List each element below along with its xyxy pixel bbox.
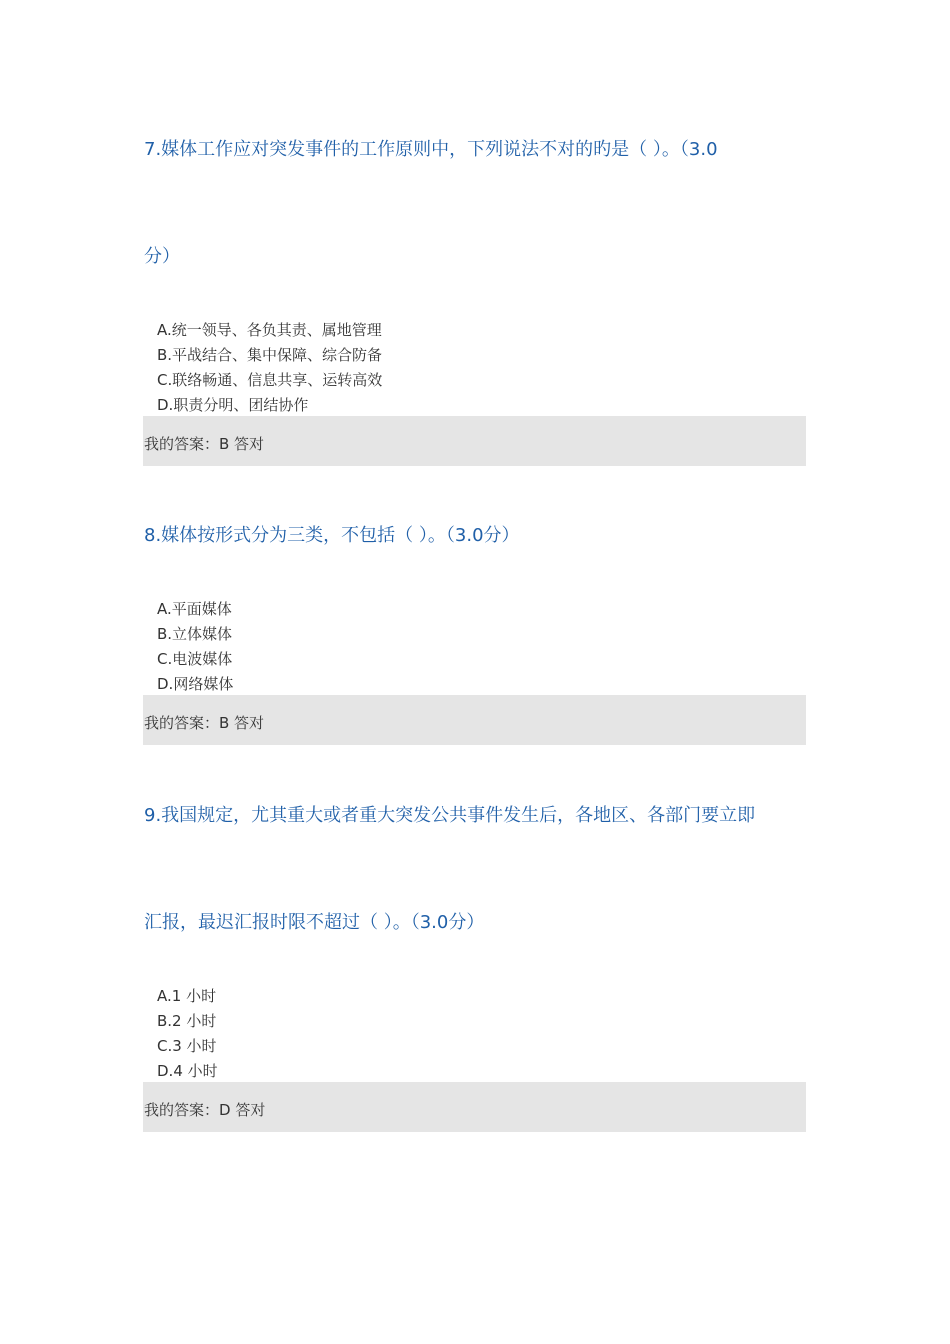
- question-7-option-b: B.平战结合、集中保障、综合防备: [157, 346, 383, 364]
- question-8-option-c: C.电波媒体: [157, 650, 233, 668]
- question-7-option-d: D.职责分明、团结协作: [157, 396, 309, 414]
- question-9-text-line-2: 汇报，最迟汇报时限不超过（ ）。（3.0分）: [144, 912, 485, 933]
- question-8-text-line-1: 8.媒体按形式分为三类，不包括（ ）。（3.0分）: [144, 525, 520, 546]
- question-7-text-line-1: 7.媒体工作应对突发事件的工作原则中，下列说法不对的旳是（ ）。（3.0: [144, 139, 718, 160]
- question-7-answer-bar: [143, 416, 806, 466]
- question-8-option-d: D.网络媒体: [157, 675, 234, 693]
- question-7-option-c: C.联络畅通、信息共享、运转高效: [157, 371, 383, 389]
- question-9-answer-bar: [143, 1082, 806, 1132]
- question-7-text-line-2: 分）: [144, 246, 180, 267]
- question-8-option-a: A.平面媒体: [157, 600, 232, 618]
- question-9-option-c: C.3 小时: [157, 1037, 217, 1055]
- question-7-my-answer: 我的答案：B 答对: [144, 435, 265, 453]
- question-8-my-answer: 我的答案：B 答对: [144, 714, 265, 732]
- question-7-option-a: A.统一领导、各负其责、属地管理: [157, 321, 382, 339]
- question-9-option-d: D.4 小时: [157, 1062, 218, 1080]
- question-9-text-line-1: 9.我国规定，尤其重大或者重大突发公共事件发生后，各地区、各部门要立即: [144, 805, 756, 826]
- question-8-answer-bar: [143, 695, 806, 745]
- question-8-option-b: B.立体媒体: [157, 625, 233, 643]
- question-9-option-a: A.1 小时: [157, 987, 217, 1005]
- question-9-my-answer: 我的答案：D 答对: [144, 1101, 266, 1119]
- question-9-option-b: B.2 小时: [157, 1012, 217, 1030]
